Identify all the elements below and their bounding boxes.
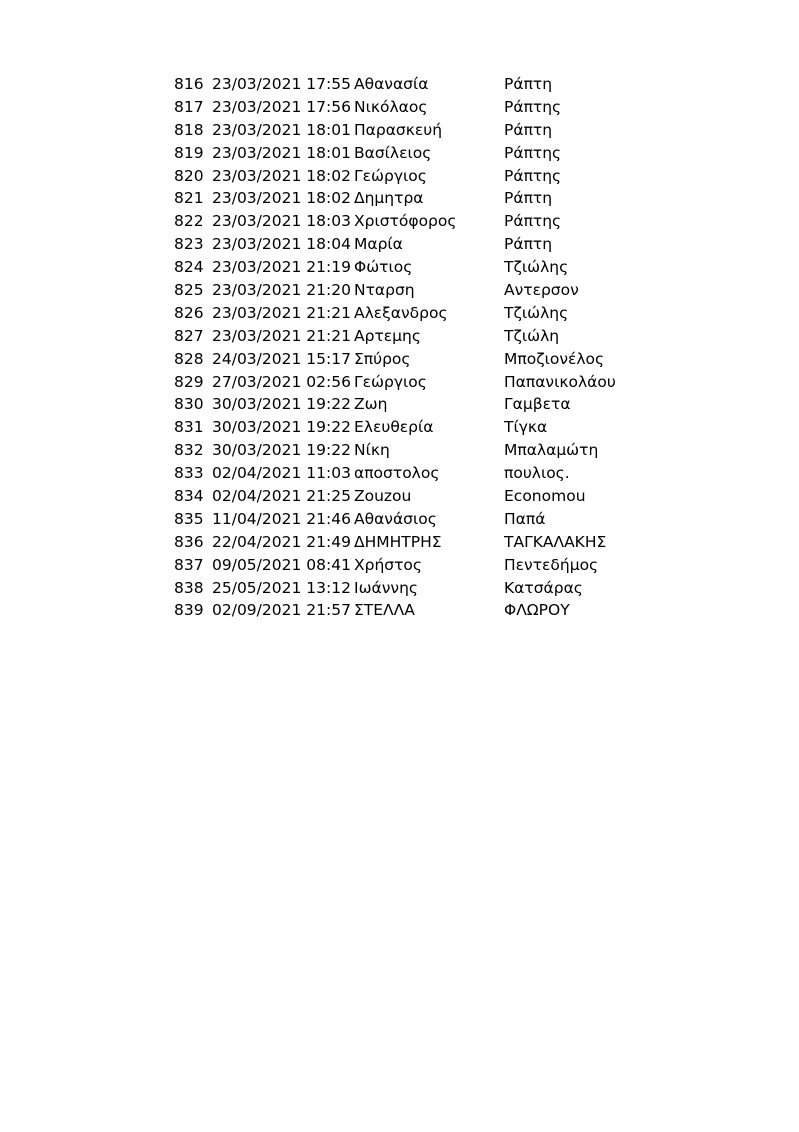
table-row <box>170 485 630 508</box>
table-row <box>170 73 630 96</box>
row-first-name: Αρτεμης <box>354 326 421 345</box>
row-datetime: 22/04/2021 21:49 <box>212 532 351 551</box>
row-number: 822 <box>174 212 204 231</box>
table-row <box>170 256 630 279</box>
row-number: 834 <box>174 487 204 506</box>
row-first-name: Παρασκευή <box>354 120 443 139</box>
row-first-name: Γεώργιος <box>354 372 427 391</box>
table-row <box>170 554 630 577</box>
row-first-name: ΣΤΕΛΛΑ <box>354 601 415 620</box>
row-number: 827 <box>174 326 204 345</box>
row-number: 839 <box>174 601 204 620</box>
row-last-name: Ράπτης <box>504 97 562 116</box>
row-last-name: Τζιώλης <box>504 258 569 277</box>
row-number: 830 <box>174 395 204 414</box>
row-last-name: Ράπτη <box>504 235 553 254</box>
row-last-name: Κατσάρας <box>504 578 583 597</box>
table-row <box>170 599 630 622</box>
row-datetime: 09/05/2021 08:41 <box>212 555 351 574</box>
row-datetime: 23/03/2021 21:21 <box>212 303 351 322</box>
row-first-name: Γεώργιος <box>354 166 427 185</box>
row-number: 820 <box>174 166 204 185</box>
row-datetime: 02/09/2021 21:57 <box>212 601 351 620</box>
row-first-name: Δημητρα <box>354 189 424 208</box>
row-number: 829 <box>174 372 204 391</box>
row-number: 826 <box>174 303 204 322</box>
row-last-name: Ράπτης <box>504 143 562 162</box>
row-last-name: Παπά <box>504 509 546 528</box>
row-first-name: Σπύρος <box>354 349 411 368</box>
row-last-name: Τίγκα <box>504 418 548 437</box>
row-number: 833 <box>174 464 204 483</box>
table-row <box>170 142 630 165</box>
table-row <box>170 302 630 325</box>
row-number: 816 <box>174 75 204 93</box>
row-number: 838 <box>174 578 204 597</box>
row-last-name: Ράπτης <box>504 212 562 231</box>
row-first-name: Αθανάσιος <box>354 509 437 528</box>
row-last-name: Γαμβετα <box>504 395 571 414</box>
row-first-name: Ελευθερία <box>354 418 434 437</box>
row-number: 818 <box>174 120 204 139</box>
row-first-name: Μαρία <box>354 235 403 254</box>
row-last-name: Ράπτη <box>504 120 553 139</box>
row-first-name: Νικόλαος <box>354 97 428 116</box>
row-last-name: Τζιώλης <box>504 303 569 322</box>
row-last-name: ΤΑΓΚΑΛΑΚΗΣ <box>504 532 607 551</box>
row-first-name: Χρήστος <box>354 555 423 574</box>
row-datetime: 23/03/2021 17:55 <box>212 75 351 93</box>
row-last-name: Ράπτη <box>504 75 553 93</box>
table-row <box>170 393 630 416</box>
row-number: 832 <box>174 441 204 460</box>
row-first-name: Zouzou <box>354 487 412 506</box>
row-datetime: 23/03/2021 18:02 <box>212 189 351 208</box>
row-datetime: 02/04/2021 11:03 <box>212 464 351 483</box>
row-number: 835 <box>174 509 204 528</box>
table-row <box>170 348 630 371</box>
table-row <box>170 96 630 119</box>
row-last-name: Αντερσον <box>504 281 579 300</box>
row-last-name: Τζιώλη <box>504 326 560 345</box>
table-row <box>170 325 630 348</box>
row-last-name: Economou <box>504 487 586 506</box>
row-first-name: Νταρση <box>354 281 415 300</box>
table-row <box>170 210 630 233</box>
row-datetime: 27/03/2021 02:56 <box>212 372 351 391</box>
row-datetime: 23/03/2021 18:01 <box>212 120 351 139</box>
row-datetime: 23/03/2021 18:03 <box>212 212 351 231</box>
row-last-name: Μποζιονέλος <box>504 349 605 368</box>
row-first-name: Ζωη <box>354 395 388 414</box>
row-datetime: 23/03/2021 21:19 <box>212 258 351 277</box>
row-datetime: 23/03/2021 18:02 <box>212 166 351 185</box>
row-first-name: Ιωάννης <box>354 578 419 597</box>
row-first-name: Νίκη <box>354 441 390 460</box>
row-number: 821 <box>174 189 204 208</box>
table-row <box>170 462 630 485</box>
row-first-name: Χριστόφορος <box>354 212 457 231</box>
table-row <box>170 119 630 142</box>
row-datetime: 25/05/2021 13:12 <box>212 578 351 597</box>
row-first-name: Αθανασία <box>354 75 429 93</box>
table-row <box>170 187 630 210</box>
table-row <box>170 577 630 600</box>
row-number: 837 <box>174 555 204 574</box>
row-last-name: πουλιος. <box>504 464 570 483</box>
row-number: 831 <box>174 418 204 437</box>
row-first-name: αποστολος <box>354 464 440 483</box>
row-last-name: Ράπτη <box>504 189 553 208</box>
row-number: 824 <box>174 258 204 277</box>
row-number: 819 <box>174 143 204 162</box>
row-datetime: 23/03/2021 21:20 <box>212 281 351 300</box>
row-last-name: Μπαλαμώτη <box>504 441 599 460</box>
row-datetime: 30/03/2021 19:22 <box>212 395 351 414</box>
table-row <box>170 371 630 394</box>
table-row <box>170 279 630 302</box>
table-row <box>170 416 630 439</box>
row-first-name: ΔΗΜΗΤΡΗΣ <box>354 532 442 551</box>
row-datetime: 23/03/2021 17:56 <box>212 97 351 116</box>
table-row <box>170 233 630 256</box>
row-last-name: ΦΛΩΡΟΥ <box>504 601 570 620</box>
table-row <box>170 531 630 554</box>
row-datetime: 30/03/2021 19:22 <box>212 418 351 437</box>
row-first-name: Φώτιος <box>354 258 413 277</box>
row-datetime: 23/03/2021 21:21 <box>212 326 351 345</box>
row-number: 823 <box>174 235 204 254</box>
row-number: 828 <box>174 349 204 368</box>
table-row <box>170 439 630 462</box>
row-first-name: Αλεξανδρος <box>354 303 448 322</box>
row-last-name: Ράπτης <box>504 166 562 185</box>
row-last-name: Πεντεδήμος <box>504 555 599 574</box>
row-number: 825 <box>174 281 204 300</box>
table-row <box>170 508 630 531</box>
row-number: 817 <box>174 97 204 116</box>
row-last-name: Παπανικολάου <box>504 372 616 391</box>
row-datetime: 24/03/2021 15:17 <box>212 349 351 368</box>
signature-list-table <box>170 73 630 622</box>
table-row <box>170 165 630 188</box>
row-first-name: Βασίλειος <box>354 143 432 162</box>
row-datetime: 23/03/2021 18:01 <box>212 143 351 162</box>
row-datetime: 23/03/2021 18:04 <box>212 235 351 254</box>
row-number: 836 <box>174 532 204 551</box>
row-datetime: 02/04/2021 21:25 <box>212 487 351 506</box>
row-datetime: 11/04/2021 21:46 <box>212 509 351 528</box>
row-datetime: 30/03/2021 19:22 <box>212 441 351 460</box>
